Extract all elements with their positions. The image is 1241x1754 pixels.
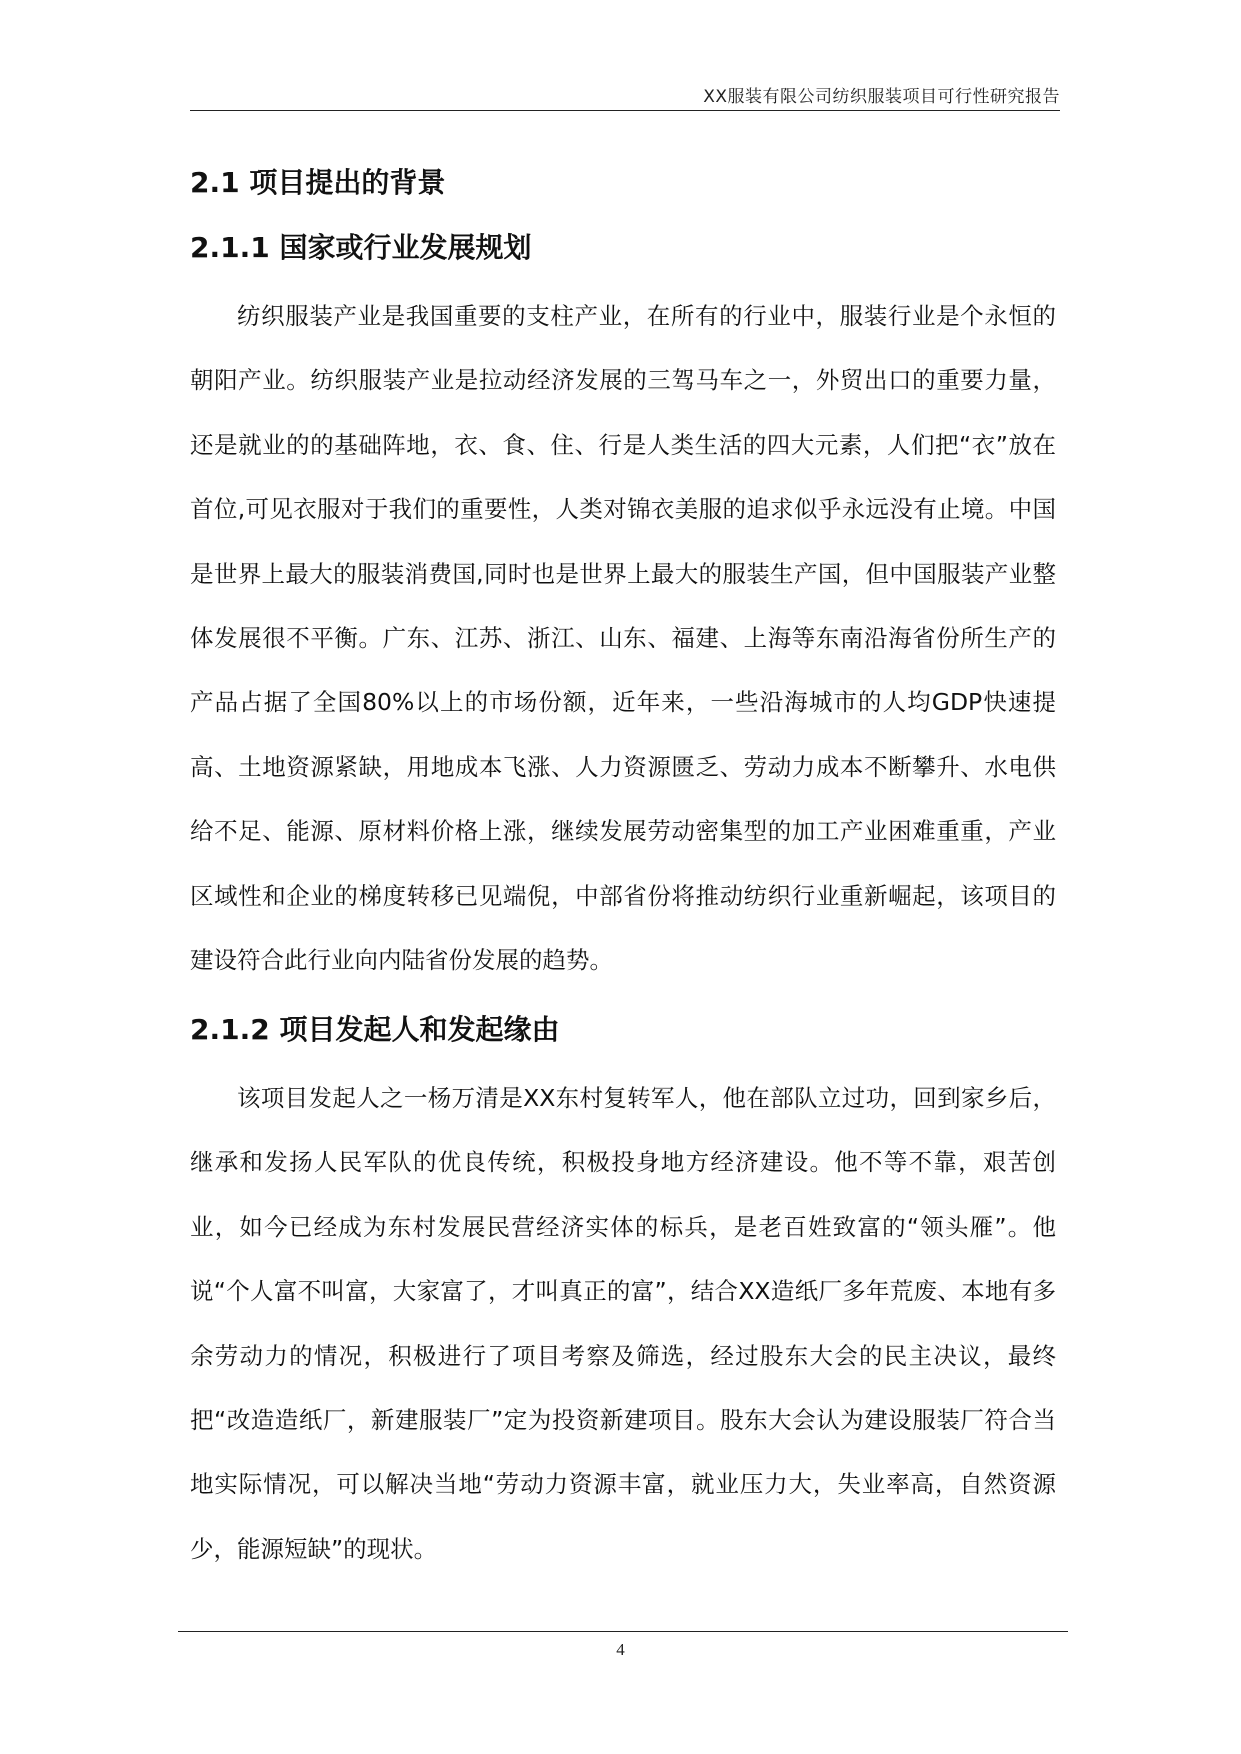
running-header: XX服装有限公司纺织服装项目可行性研究报告: [703, 87, 1060, 107]
footer-rule: [178, 1631, 1068, 1632]
paragraph-project-initiator: 该项目发起人之一杨万清是XX东村复转军人，他在部队立过功，回到家乡后，继承和发扬人民军队的优良传统，积极投身地方经济建设。他不等不靠，艰苦创业，如今已经成为东村发展民营经济实体的标兵，是老百姓致富的“领头雁”。他说“个人富不叫富，大家富了，才叫真正的富”，结合XX造纸厂多年荒废、本地有多余劳动力的情况，积极进行了项目考察及筛选，经过股东大会的民主决议，最终把“改造造纸厂，新建服装厂”定为投资新建项目。股东大会认为建设服装厂符合当地实际情况，可以解决当地“劳动力资源丰富，就业压力大，失业率高，自然资源少，能源短缺”的现状。: [190, 1084, 1056, 1563]
section-heading-2-1: 2.1 项目提出的背景: [190, 166, 446, 199]
page-number: 4: [616, 1640, 625, 1659]
section-heading-2-1-1: 2.1.1 国家或行业发展规划: [190, 231, 532, 264]
section-heading-2-1-2: 2.1.2 项目发起人和发起缘由: [190, 1013, 560, 1046]
paragraph-industry-planning: 纺织服装产业是我国重要的支柱产业，在所有的行业中，服装行业是个永恒的朝阳产业。纺织服装产业是拉动经济发展的三驾马车之一，外贸出口的重要力量，还是就业的的基础阵地，衣、食、住、行是人类生活的四大元素，人们把“衣”放在首位,可见衣服对于我们的重要性，人类对锦衣美服的追求似乎永远没有止境。中国是世界上最大的服装消费国,同时也是世界上最大的服装生产国，但中国服装产业整体发展很不平衡。广东、江苏、浙江、山东、福建、上海等东南沿海省份所生产的产品占据了全国80%以上的市场份额，近年来，一些沿海城市的人均GDP快速提高、土地资源紧缺，用地成本飞涨、人力资源匮乏、劳动力成本不断攀升、水电供给不足、能源、原材料价格上涨，继续发展劳动密集型的加工产业困难重重，产业区域性和企业的梯度转移已见端倪，中部省份将推动纺织行业重新崛起，该项目的建设符合此行业向内陆省份发展的趋势。: [190, 302, 1056, 975]
header-rule: [190, 110, 1060, 111]
